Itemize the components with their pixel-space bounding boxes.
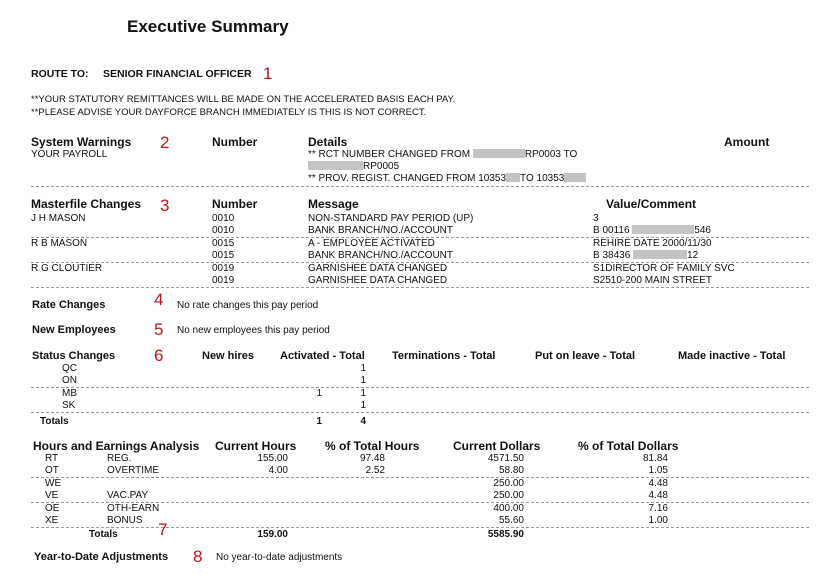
- pct-hours: 97.48: [359, 453, 385, 464]
- earn-desc: BONUS: [107, 515, 143, 526]
- col-number: Number: [212, 135, 258, 149]
- mf-number: 0010: [212, 213, 235, 224]
- totals-label: Totals: [40, 416, 69, 427]
- employee-name: R B MASON: [31, 238, 88, 249]
- employee-name: R G CLOUTIER: [31, 263, 103, 274]
- earn-desc: VAC.PAY: [107, 490, 149, 501]
- earn-code: WE: [45, 478, 62, 489]
- mf-number: 0019: [212, 275, 235, 286]
- col-amount: Amount: [724, 135, 770, 149]
- mf-message: NON-STANDARD PAY PERIOD (UP): [308, 213, 474, 224]
- redaction: [506, 173, 520, 182]
- dollars-total: 5585.90: [487, 529, 524, 540]
- mf-value: B 38436 12: [593, 250, 699, 261]
- earn-code: OT: [45, 465, 59, 476]
- current-dollars: 400.00: [493, 503, 524, 514]
- mf-value: S2510-200 MAIN STREET: [593, 275, 712, 286]
- ytd-text: No year-to-date adjustments: [216, 552, 343, 563]
- marker-3: 3: [160, 196, 170, 215]
- marker-2: 2: [160, 133, 170, 152]
- mf-message: A - EMPLOYEE ACTIVATED: [308, 238, 435, 249]
- current-dollars: 4571.50: [487, 453, 524, 464]
- rate-changes-heading: Rate Changes: [32, 299, 106, 311]
- earn-code: RT: [45, 453, 59, 464]
- mf-number: 0015: [212, 238, 235, 249]
- mf-number: 0019: [212, 263, 235, 274]
- pct-dollars: 1.05: [648, 465, 668, 476]
- current-hours: 4.00: [268, 465, 288, 476]
- current-dollars: 55.60: [498, 515, 524, 526]
- col-current-dollars: Current Dollars: [453, 439, 541, 453]
- mf-value: S1DIRECTOR OF FAMILY SVC: [593, 263, 735, 274]
- new-employees-text: No new employees this pay period: [177, 325, 330, 336]
- activated-total: 1: [360, 375, 366, 386]
- marker-1: 1: [263, 64, 273, 83]
- col-message: Message: [308, 197, 359, 211]
- current-dollars: 58.80: [498, 465, 524, 476]
- col-current-hours: Current Hours: [215, 439, 297, 453]
- page-title: Executive Summary: [127, 17, 289, 36]
- new-employees-heading: New Employees: [32, 324, 116, 336]
- redaction: [473, 149, 525, 158]
- divider: [31, 527, 809, 528]
- activated-total-total: 4: [360, 416, 366, 427]
- activated-total: 1: [360, 363, 366, 374]
- col-pct-dollars: % of Total Dollars: [578, 439, 679, 453]
- col-new-hires: New hires: [202, 350, 254, 362]
- activated-count: 1: [316, 388, 322, 399]
- redaction: [564, 173, 586, 182]
- hours-heading: Hours and Earnings Analysis: [33, 439, 200, 453]
- route-label: ROUTE TO:: [31, 68, 89, 80]
- employee-name: J H MASON: [31, 213, 86, 224]
- pct-hours: 2.52: [365, 465, 385, 476]
- col-number: Number: [212, 197, 258, 211]
- status-changes-heading: Status Changes: [32, 350, 116, 362]
- marker-4: 4: [154, 290, 164, 309]
- marker-8: 8: [193, 547, 203, 566]
- warning-row-label: YOUR PAYROLL: [31, 149, 108, 160]
- pct-dollars: 4.48: [648, 478, 668, 489]
- activated-total: 1: [360, 388, 366, 399]
- col-put-on-leave: Put on leave - Total: [535, 350, 636, 362]
- marker-5: 5: [154, 320, 164, 339]
- divider: [31, 387, 809, 388]
- route-value: SENIOR FINANCIAL OFFICER: [103, 68, 252, 80]
- earn-desc: OVERTIME: [107, 465, 160, 476]
- rate-changes-text: No rate changes this pay period: [177, 300, 319, 311]
- redaction: [308, 161, 363, 170]
- current-dollars: 250.00: [493, 478, 524, 489]
- masterfile-heading: Masterfile Changes: [31, 197, 142, 211]
- mf-message: BANK BRANCH/NO./ACCOUNT: [308, 250, 454, 261]
- mf-number: 0010: [212, 225, 235, 236]
- notice-line: **PLEASE ADVISE YOUR DAYFORCE BRANCH IMMEDIATELY IS THIS IS NOT CORRECT.: [31, 107, 427, 118]
- province: ON: [62, 375, 77, 386]
- notice-line: **YOUR STATUTORY REMITTANCES WILL BE MADE ON THE ACCELERATED BASIS EACH PAY.: [31, 94, 456, 105]
- earn-code: OE: [45, 503, 60, 514]
- mf-value: REHIRE DATE 2000/11/30: [593, 238, 712, 249]
- divider: [31, 186, 809, 187]
- hours-total: 159.00: [257, 529, 288, 540]
- earn-code: XE: [45, 515, 59, 526]
- col-details: Details: [308, 135, 348, 149]
- earn-desc: OTH-EARN: [107, 503, 160, 514]
- pct-dollars: 1.00: [648, 515, 668, 526]
- province: SK: [62, 400, 76, 411]
- system-warnings-heading: System Warnings: [31, 135, 132, 149]
- warning-detail: RP0005: [308, 161, 399, 172]
- province: QC: [62, 363, 77, 374]
- ytd-heading: Year-to-Date Adjustments: [34, 551, 169, 563]
- pct-dollars: 4.48: [648, 490, 668, 501]
- marker-7: 7: [158, 520, 168, 539]
- warning-detail: ** PROV. REGIST. CHANGED FROM 10353 TO 10353: [308, 173, 586, 184]
- pct-dollars: 81.84: [642, 453, 668, 464]
- divider: [31, 287, 809, 288]
- divider: [31, 412, 809, 413]
- activated-count-total: 1: [316, 416, 322, 427]
- earn-desc: REG.: [107, 453, 132, 464]
- earn-code: VE: [45, 490, 59, 501]
- current-hours: 155.00: [257, 453, 288, 464]
- mf-number: 0015: [212, 250, 235, 261]
- col-value: Value/Comment: [606, 197, 697, 211]
- hours-totals-label: Totals: [89, 529, 118, 540]
- col-pct-hours: % of Total Hours: [325, 439, 420, 453]
- pct-dollars: 7.16: [648, 503, 668, 514]
- mf-message: BANK BRANCH/NO./ACCOUNT: [308, 225, 454, 236]
- divider: [31, 477, 809, 478]
- col-terminations: Terminations - Total: [392, 350, 496, 362]
- col-made-inactive: Made inactive - Total: [678, 350, 786, 362]
- marker-6: 6: [154, 346, 164, 365]
- mf-value: B 00116 546: [593, 225, 711, 236]
- mf-value: 3: [593, 213, 599, 224]
- warning-detail: ** RCT NUMBER CHANGED FROM RP0003 TO: [308, 149, 578, 160]
- mf-message: GARNISHEE DATA CHANGED: [308, 263, 448, 274]
- mf-message: GARNISHEE DATA CHANGED: [308, 275, 448, 286]
- col-activated: Activated - Total: [280, 350, 365, 362]
- current-dollars: 250.00: [493, 490, 524, 501]
- redaction: [632, 225, 694, 234]
- redaction: [633, 250, 687, 259]
- activated-total: 1: [360, 400, 366, 411]
- province: MB: [62, 388, 77, 399]
